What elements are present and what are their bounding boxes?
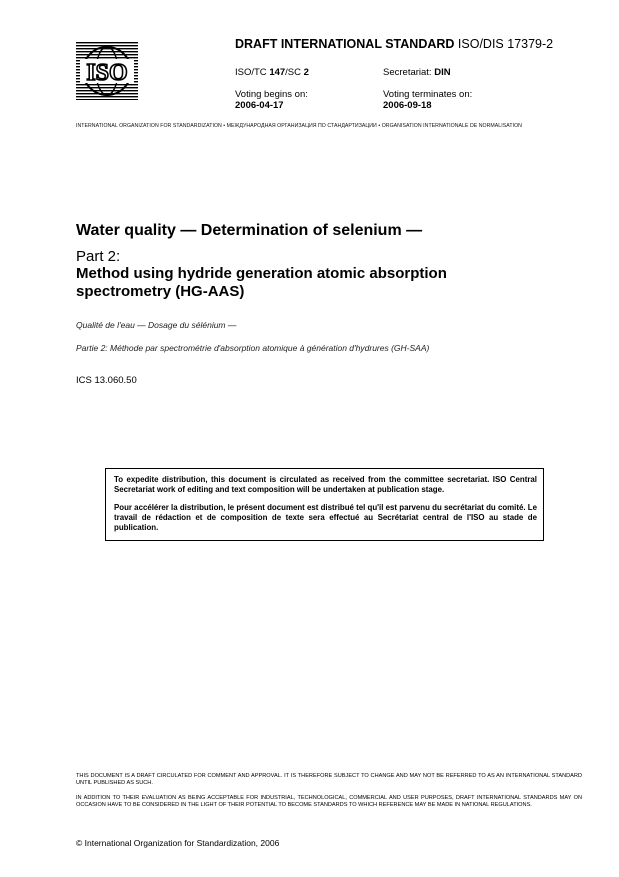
organization-line: INTERNATIONAL ORGANIZATION FOR STANDARDIZATION • МЕЖДУНАРОДНАЯ ОРГАНИЗАЦИЯ ПО СТАНДАРТИЗАЦИИ • ORGANISATION INTERNATIONALE DE NORMALISATION	[76, 123, 522, 129]
sc-number: 2	[303, 67, 309, 78]
distribution-notice-box	[105, 468, 544, 541]
sc-prefix: /SC	[285, 67, 304, 78]
french-part: Partie 2: Méthode par spectrométrie d'absorption atomique à génération d'hydrures (GH-SAA)	[76, 343, 430, 353]
secretariat-label: Secretariat:	[383, 67, 435, 78]
document-part: Part 2:	[76, 248, 121, 265]
draft-disclaimer: THIS DOCUMENT IS A DRAFT CIRCULATED FOR COMMENT AND APPROVAL. IT IS THEREFORE SUBJECT TO CHANGE AND MAY NOT BE REFERRED TO AS AN INTERNATIONAL STANDARD UNTIL PUBLISHED AS SUCH.	[76, 773, 582, 787]
doc-type: DRAFT INTERNATIONAL STANDARD	[235, 37, 455, 51]
iso-logo	[76, 42, 138, 100]
committee-prefix: ISO/TC	[235, 67, 270, 78]
ics-code: ICS 13.060.50	[76, 375, 137, 386]
voting-terminates-date	[383, 100, 432, 111]
committee-reference	[235, 67, 309, 78]
secretariat-value: DIN	[434, 67, 451, 78]
document-type-heading	[235, 37, 553, 51]
voting-terminates-date-value: 2006-09-18	[383, 100, 432, 111]
document-title: Water quality — Determination of selenium —	[76, 222, 423, 239]
notice-french: Pour accélérer la distribution, le présent document est distribué tel qu'il est parvenu du secrétariat du comité. Le travail de rédaction et de composition de texte sera effectué au Secrétariat central de l'ISO au stade de publication.	[114, 502, 537, 533]
voting-terminates-label: Voting terminates on:	[383, 89, 473, 100]
voting-begins-label: Voting begins on:	[235, 89, 308, 100]
secretariat	[383, 67, 451, 78]
french-title: Qualité de l'eau — Dosage du sélénium —	[76, 320, 237, 330]
voting-begins-date	[235, 100, 284, 111]
notice-english: To expedite distribution, this document is circulated as received from the committee secretariat. ISO Central Secretariat work of editing and text composition will be undertaken at publication stage.	[114, 475, 537, 495]
document-subtitle: Method using hydride generation atomic absorption spectrometry (HG-AAS)	[76, 265, 447, 300]
regulation-disclaimer: IN ADDITION TO THEIR EVALUATION AS BEING ACCEPTABLE FOR INDUSTRIAL, TECHNOLOGICAL, COMMERCIAL AND USER PURPOSES, DRAFT INTERNATIONAL STANDARDS MAY ON OCCASION HAVE TO BE CONSIDERED IN THE LIGHT OF THEIR POTENTIAL TO BECOME STANDARDS TO WHICH REFERENCE MAY BE MADE IN NATIONAL REGULATIONS.	[76, 795, 582, 809]
voting-begins-date-value: 2006-04-17	[235, 100, 284, 111]
tc-number: 147	[269, 67, 286, 78]
doc-number: ISO/DIS 17379-2	[457, 37, 554, 51]
iso-logo-text: ISO	[86, 60, 128, 86]
copyright-notice: © International Organization for Standardization, 2006	[76, 838, 280, 848]
iso-logo-icon	[76, 42, 138, 100]
